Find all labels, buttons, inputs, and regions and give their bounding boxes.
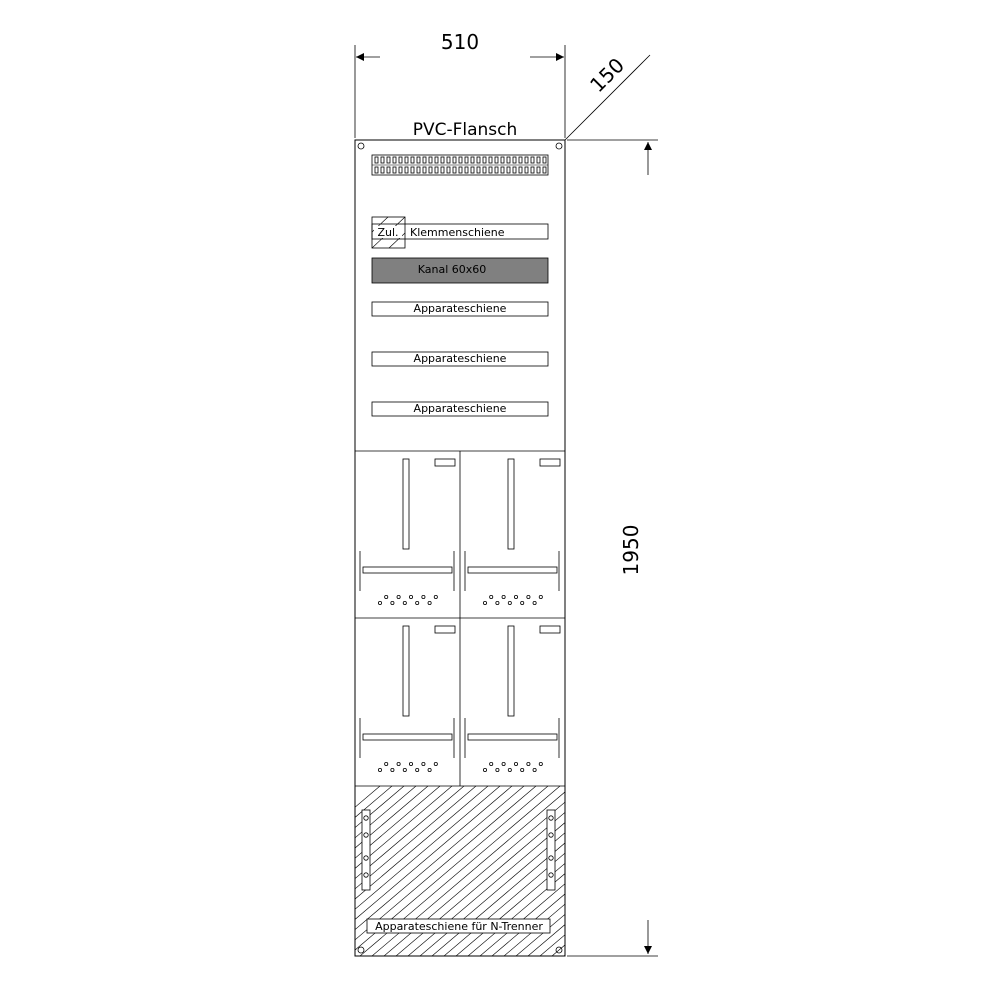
comb-tooth — [477, 157, 480, 163]
comb-tooth — [459, 157, 462, 163]
terminal-hole — [521, 768, 524, 771]
hatch-line — [564, 786, 764, 956]
terminal-rail-row — [372, 217, 548, 248]
meter-label-plate — [435, 459, 455, 466]
comb-tooth — [387, 167, 390, 173]
meter-cell — [360, 626, 455, 772]
terminal-hole — [496, 768, 499, 771]
terminal-hole — [385, 595, 388, 598]
comb-tooth — [537, 157, 540, 163]
meter-label-plate — [435, 626, 455, 633]
meter-bracket — [403, 459, 409, 549]
meter-label-plate — [540, 626, 560, 633]
terminal-hole — [397, 595, 400, 598]
comb-tooth — [495, 167, 498, 173]
terminal-hole — [403, 601, 406, 604]
comb-tooth — [519, 167, 522, 173]
terminal-hole — [508, 768, 511, 771]
width-value: 510 — [440, 30, 480, 54]
comb-tooth — [501, 167, 504, 173]
comb-tooth — [519, 157, 522, 163]
mounting-bracket — [547, 810, 555, 890]
comb-tooth — [543, 167, 546, 173]
height-dimension — [567, 140, 660, 956]
terminal-hole — [378, 768, 381, 771]
comb-tooth — [483, 167, 486, 173]
n-trenner-label: Apparateschiene für N-Trenner — [375, 920, 543, 933]
hatch-line — [180, 786, 380, 956]
terminal-hole — [391, 768, 394, 771]
terminal-hole — [527, 762, 530, 765]
terminal-hole — [502, 762, 505, 765]
hatch-line — [528, 786, 728, 956]
comb-tooth — [387, 157, 390, 163]
terminal-hole — [496, 601, 499, 604]
comb-tooth — [507, 157, 510, 163]
terminal-hole — [490, 595, 493, 598]
bracket-body — [362, 810, 370, 890]
top-hat-rail — [468, 567, 557, 573]
terminal-hole — [422, 762, 425, 765]
terminal-hole — [508, 601, 511, 604]
terminal-hole — [502, 595, 505, 598]
comb-tooth — [495, 157, 498, 163]
comb-tooth — [513, 167, 516, 173]
comb-tooth — [465, 167, 468, 173]
comb-tooth — [435, 157, 438, 163]
comb-tooth — [525, 167, 528, 173]
meter-cell — [360, 459, 455, 605]
depth-dimension — [565, 53, 650, 140]
comb-tooth — [513, 157, 516, 163]
terminal-hole — [422, 595, 425, 598]
comb-tooth — [411, 167, 414, 173]
meter-bracket — [508, 626, 514, 716]
terminal-hole — [434, 595, 437, 598]
terminal-hole — [483, 601, 486, 604]
comb-tooth — [501, 157, 504, 163]
terminal-rail-label: Klemmenschiene — [410, 226, 505, 239]
terminal-hole — [533, 601, 536, 604]
terminal-hole — [385, 762, 388, 765]
comb-tooth — [531, 167, 534, 173]
meter-bracket — [508, 459, 514, 549]
terminal-hole — [490, 762, 493, 765]
comb-tooth — [543, 157, 546, 163]
meter-fields — [355, 451, 565, 786]
comb-tooth — [417, 157, 420, 163]
zul-label: Zul. — [377, 226, 399, 239]
comb-tooth — [471, 167, 474, 173]
top-hat-rail — [363, 734, 452, 740]
terminal-hole — [378, 601, 381, 604]
comb-tooth — [393, 157, 396, 163]
comb-tooth — [459, 167, 462, 173]
comb-tooth — [465, 157, 468, 163]
cable-duct — [372, 258, 548, 283]
comb-tooth — [483, 157, 486, 163]
top-hat-rail — [363, 567, 452, 573]
n-trenner-field — [180, 786, 776, 956]
device-rail-3 — [372, 402, 548, 416]
terminal-hole — [434, 762, 437, 765]
mounting-bracket — [362, 810, 370, 890]
comb-tooth — [537, 167, 540, 173]
duct-label: Kanal 60x60 — [417, 263, 487, 276]
terminal-hole — [428, 768, 431, 771]
comb-tooth — [507, 167, 510, 173]
meter-cell — [465, 459, 560, 605]
terminal-hole — [397, 762, 400, 765]
bracket-body — [547, 810, 555, 890]
comb-tooth — [453, 157, 456, 163]
flange-label: PVC-Flansch — [412, 120, 518, 140]
comb-tooth — [399, 167, 402, 173]
comb-tooth — [405, 157, 408, 163]
terminal-hole — [539, 762, 542, 765]
comb-tooth — [441, 157, 444, 163]
meter-cell — [465, 626, 560, 772]
depth-value: 150 — [585, 53, 630, 98]
comb-tooth — [525, 157, 528, 163]
device-rail-label: Apparateschiene — [413, 352, 507, 365]
comb-tooth — [405, 167, 408, 173]
device-rail-2 — [372, 352, 548, 366]
comb-tooth — [393, 167, 396, 173]
comb-tooth — [411, 157, 414, 163]
comb-tooth — [381, 157, 384, 163]
comb-tooth — [375, 157, 378, 163]
terminal-hole — [514, 762, 517, 765]
terminal-hole — [409, 595, 412, 598]
comb-tooth — [477, 167, 480, 173]
comb-tooth — [435, 167, 438, 173]
meter-bracket — [403, 626, 409, 716]
meter-label-plate — [540, 459, 560, 466]
comb-tooth — [429, 157, 432, 163]
terminal-hole — [539, 595, 542, 598]
comb-tooth — [423, 167, 426, 173]
terminal-hole — [416, 601, 419, 604]
comb-tooth — [447, 157, 450, 163]
comb-tooth — [447, 167, 450, 173]
terminal-hole — [409, 762, 412, 765]
terminal-hole — [527, 595, 530, 598]
terminal-hole — [416, 768, 419, 771]
height-value: 1950 — [619, 524, 643, 576]
comb-tooth — [531, 157, 534, 163]
comb-tooth — [375, 167, 378, 173]
terminal-hole — [403, 768, 406, 771]
terminal-hole — [514, 595, 517, 598]
comb-tooth — [423, 157, 426, 163]
terminal-hole — [533, 768, 536, 771]
hatch-line — [576, 786, 776, 956]
comb-tooth — [489, 157, 492, 163]
comb-tooth — [381, 167, 384, 173]
top-hat-rail — [468, 734, 557, 740]
comb-tooth — [417, 167, 420, 173]
comb-tooth — [429, 167, 432, 173]
comb-tooth — [471, 157, 474, 163]
comb-tooth — [399, 157, 402, 163]
terminal-hole — [483, 768, 486, 771]
device-rail-label: Apparateschiene — [413, 402, 507, 415]
device-rail-label: Apparateschiene — [413, 302, 507, 315]
terminal-hole — [521, 601, 524, 604]
comb-tooth — [453, 167, 456, 173]
comb-tooth — [441, 167, 444, 173]
terminal-hole — [391, 601, 394, 604]
comb-terminal-strip — [372, 155, 548, 175]
device-rail-1 — [372, 302, 548, 316]
terminal-hole — [428, 601, 431, 604]
comb-tooth — [489, 167, 492, 173]
